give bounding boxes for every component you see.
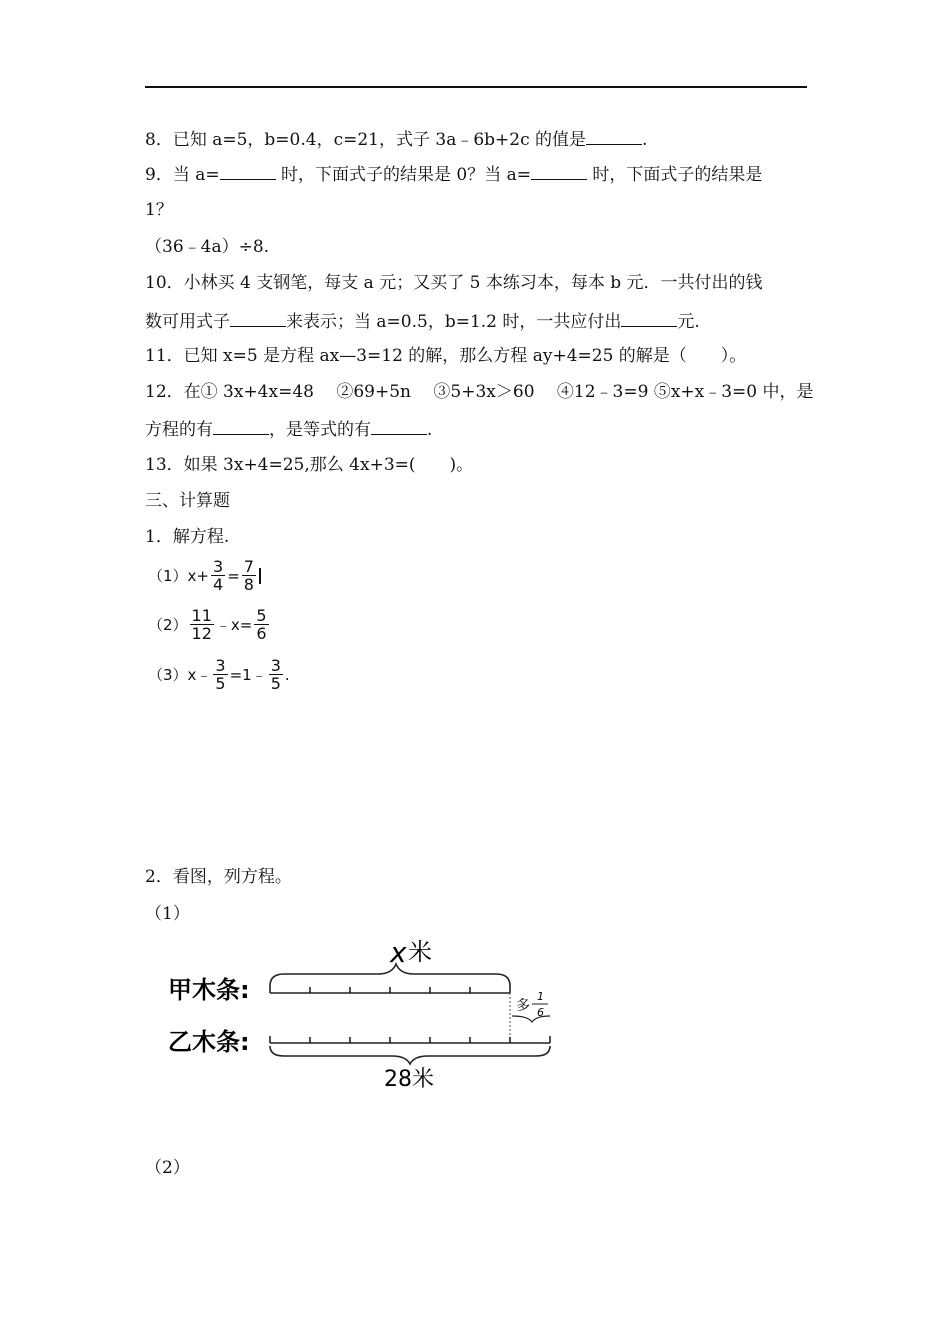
calc-1-title: 1．解方程.: [145, 527, 230, 547]
q10-blank-1[interactable]: [230, 310, 286, 327]
row-label-yi: 乙木条:: [168, 1028, 250, 1056]
eq2-mid: ﹣x=: [215, 616, 253, 634]
question-10-cont: [145, 310, 700, 333]
q12-text-b: 方程的有: [145, 420, 213, 440]
more-fraction-num: 1: [537, 990, 544, 1003]
eq3-fraction-1: $\frac{3}{5}$: [215, 656, 226, 693]
question-12: 12．在① 3x+4x=48 ②69+5n ③5+3x＞60 ④12﹣3=9 ⑤x+x﹣3=0 中，是: [145, 382, 814, 402]
q10-text-c: 来表示；当 a=0.5，b=1.2 时，一共应付出: [286, 312, 622, 332]
q9-text-b: 时，下面式子的结果是 0？当 a=: [275, 165, 532, 185]
jia-strip: [270, 986, 510, 993]
eq2-label: （2）: [148, 616, 188, 634]
q12-text-d: .: [427, 420, 433, 440]
equation-2: [148, 607, 271, 642]
eq3-end: .: [284, 665, 290, 684]
q8-text: 8．已知 a=5，b=0.4，c=21，式子 3a﹣6b+2c 的值是: [145, 130, 587, 150]
q10-blank-2[interactable]: [621, 310, 677, 327]
calc-2-title: 2．看图，列方程。: [145, 867, 292, 887]
question-8: [145, 128, 647, 151]
q9-text-c: 时，下面式子的结果是: [587, 165, 763, 185]
wood-strip-diagram: [160, 930, 580, 1090]
bottom-brace: [270, 1046, 550, 1064]
more-label: 多: [516, 998, 530, 1014]
eq2-fraction-1: $\frac{11}{12}$: [191, 606, 212, 643]
eq1-fraction-2: $\frac{7}{8}$: [243, 557, 254, 594]
q12-text-c: ，是等式的有: [269, 420, 371, 440]
yi-strip: [270, 1036, 550, 1043]
question-11: 11．已知 x=5 是方程 ax—3=12 的解，那么方程 ay+4=25 的解是（ ）。: [145, 346, 747, 366]
q9-text-a: 9．当 a=: [145, 165, 220, 185]
eq1-mid: =: [227, 566, 240, 585]
eq3-label: （3）x﹣: [148, 666, 212, 684]
eq3-mid: =1﹣: [229, 666, 267, 684]
q10-text-b: 数可用式子: [145, 312, 230, 332]
eq3-fraction-2: $\frac{3}{5}$: [270, 656, 281, 693]
more-brace: [512, 1016, 550, 1022]
question-12-cont: [145, 418, 432, 441]
equation-1: [148, 558, 261, 593]
diagram-x-label: x: [390, 936, 407, 969]
diagram-unit-label: 米: [408, 938, 432, 966]
equation-3: [148, 657, 290, 692]
section-title: 三、计算题: [145, 491, 230, 511]
text-cursor: [259, 568, 261, 584]
q10-text-d: 元.: [677, 312, 700, 332]
q9-blank-1[interactable]: [220, 163, 276, 180]
q12-blank-1[interactable]: [213, 418, 269, 435]
eq2-fraction-2: $\frac{5}{6}$: [256, 606, 267, 643]
calc-2-part-2: （2）: [145, 1158, 190, 1178]
question-9: [145, 163, 762, 186]
eq1-fraction-1: $\frac{3}{4}$: [213, 557, 224, 594]
q12-blank-2[interactable]: [371, 418, 427, 435]
q8-end: .: [642, 130, 648, 150]
header-rule: [145, 86, 807, 88]
bottom-label: 28米: [384, 1067, 434, 1090]
question-9-expression: （36﹣4a）÷8.: [145, 237, 270, 257]
question-13: 13．如果 3x+4=25,那么 4x+3=( )。: [145, 455, 474, 475]
q8-blank[interactable]: [586, 128, 642, 145]
question-9-cont: 1？: [145, 200, 173, 220]
row-label-jia: 甲木条:: [168, 976, 250, 1004]
question-10: 10．小林买 4 支钢笔，每支 a 元；又买了 5 本练习本，每本 b 元．一共付出的钱: [145, 273, 763, 293]
calc-2-part-1: （1）: [145, 904, 190, 924]
eq1-label: （1）x+: [148, 567, 209, 585]
q9-blank-2[interactable]: [531, 163, 587, 180]
more-fraction-den: 6: [537, 1006, 544, 1019]
